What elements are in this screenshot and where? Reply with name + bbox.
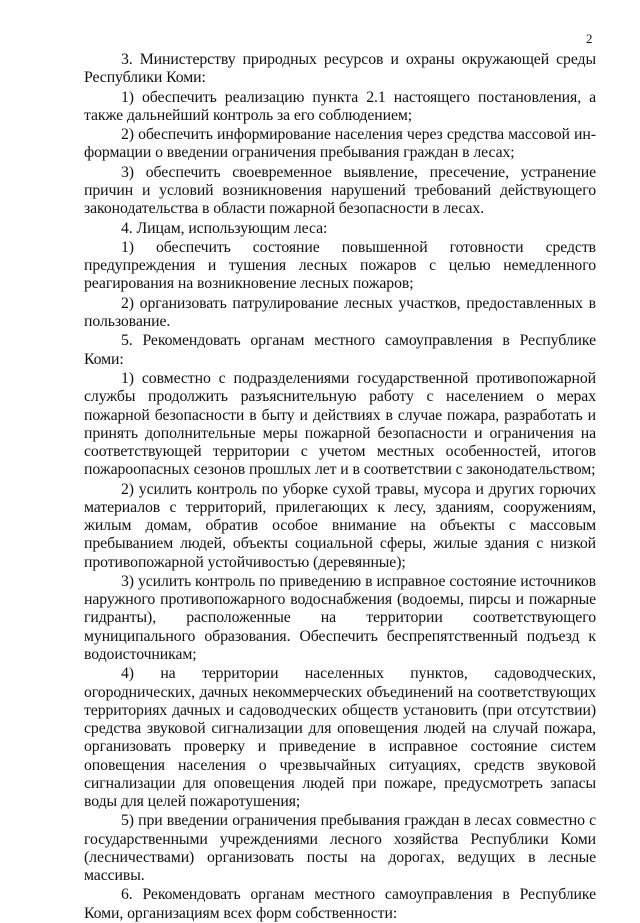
paragraph-4-1: 1) обеспечить состояние повышенной готовности средств предупреждения и тушения лесных пожаров с целью немедленного реагирования на возникновение лесных пожаров;	[84, 238, 596, 293]
paragraph-3-1: 1) обеспечить реализацию пункта 2.1 настоящего постановления, а также дальнейший контроль за его соблюдением;	[84, 88, 596, 124]
document-body	[84, 51, 596, 923]
paragraph-3-3: 3) обеспечить своевременное выявление, пресечение, устранение причин и условий возникновения нарушений требований действующего законодательства в области пожарной безопасности в лесах.	[84, 163, 596, 218]
paragraph-5-3: 3) усилить контроль по приведению в исправное состояние источников наружного противопожарного водоснабжения (водоемы, пирсы и пожарные гидранты), расположенные на территории соответствующего муниципального образования. Обеспечить беспрепятственный подъезд к водоисточникам;	[84, 572, 596, 663]
paragraph-6-recommendation: 6. Рекомендовать органам местного самоуправления в Республике Коми, организациям всех форм собственности:	[84, 886, 596, 922]
paragraph-4-2: 2) организовать патрулирование лесных участков, предоставленных в пользование.	[84, 294, 596, 331]
paragraph-5-1: 1) совместно с подразделениями государственной противопожарной службы продолжить разъяснительную работу с населением о мерах пожарной безопасности в быту и действиях в случае пожара, разработать и принять дополнительные меры пожарной безопасности и ограничения на соответствующей территории с учетом местных особенностей, итогов пожароопасных сезонов прошлых лет и в соответствии с законодательством;	[84, 370, 596, 479]
paragraph-4-forest-users: 4. Лицам, использующим леса:	[121, 219, 328, 237]
paragraph-5-2: 2) усилить контроль по уборке сухой травы, мусора и других горючих материалов с территорий, прилегающих к лесу, зданиям, сооружениям, жилым домам, обратив особое внимание на объекты с массовым пребыванием людей, объекты социальной сферы, жилые здания с низкой противопожарной устойчивостью (деревянные);	[84, 480, 596, 571]
paragraph-3-2: 2) обеспечить информирование населения через средства массовой информации о введении ограничения пребывания граждан в лесах;	[84, 126, 596, 162]
paragraph-5-5: 5) при введении ограничения пребывания граждан в лесах совместно с государственными учреждениями лесного хозяйства Республики Коми (лесничествами) организовать посты на дорогах, ведущих в лесные массивы.	[84, 812, 596, 885]
page-number: 2	[586, 31, 593, 46]
paragraph-5-4: 4) на территории населенных пунктов, садоводческих, огороднических, дачных некоммерческих объединений на соответствующих территориях дачных и садоводческих обществ установить (при отсутствии) средства звуковой сигнализации для оповещения людей на случай пожара, организовать проверку и приведение в исправное состояние систем оповещения населения о чрезвычайных ситуациях, средств звуковой сигнализации для оповещения людей при пожаре, предусмотреть запасы воды для целей пожаротушения;	[84, 665, 596, 811]
paragraph-3-ministry: 3. Министерству природных ресурсов и охраны окружающей среды Республики Коми:	[84, 51, 596, 87]
paragraph-5-local-government: 5. Рекомендовать органам местного самоуправления в Республике Коми:	[84, 332, 596, 368]
